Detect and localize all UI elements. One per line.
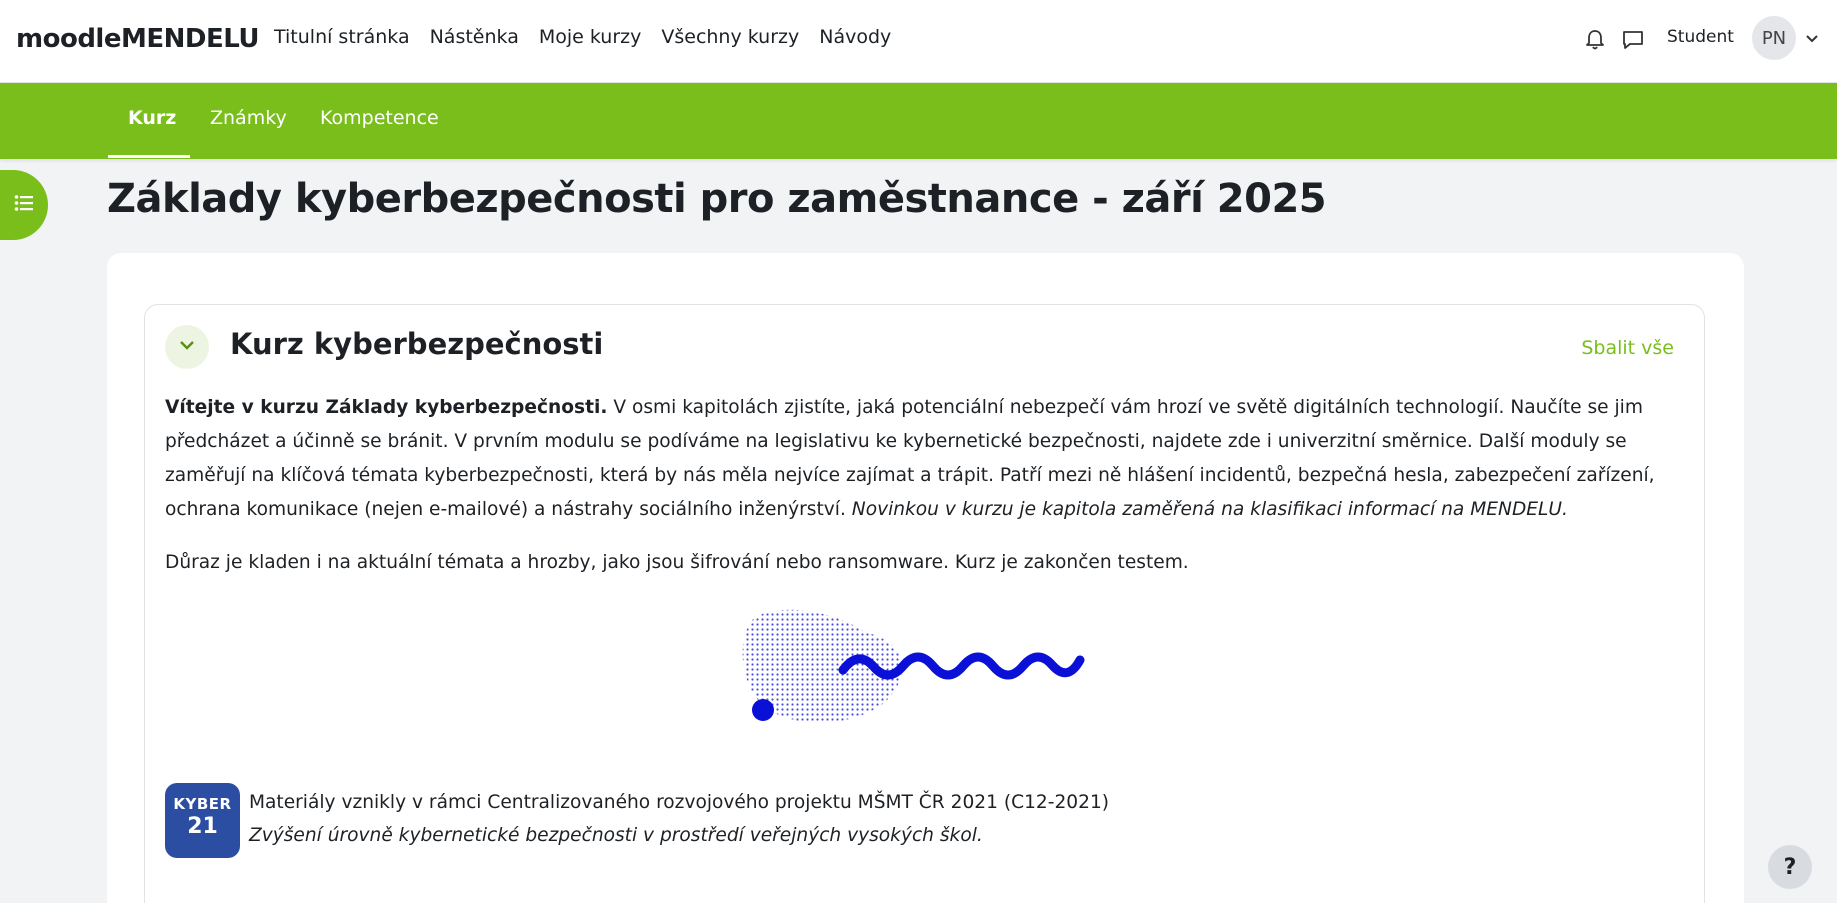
- credits-project-name: Zvýšení úrovně kybernetické bezpečnosti v prostředí veřejných vysokých škol.: [249, 825, 983, 846]
- tab-competencies[interactable]: Kompetence: [320, 107, 439, 129]
- nav-item-guides[interactable]: Návody: [819, 26, 892, 48]
- chevron-down-icon[interactable]: [1804, 30, 1820, 46]
- nav-item-dashboard[interactable]: Nástěnka: [429, 26, 519, 48]
- list-icon: [14, 194, 34, 216]
- nav-item-home[interactable]: Titulní stránka: [274, 26, 410, 48]
- course-content: [107, 253, 1744, 903]
- page-title: Základy kyberbezpečnosti pro zaměstnance - září 2025: [107, 176, 1327, 222]
- site-logo[interactable]: moodleMENDELU: [16, 24, 259, 54]
- chat-icon[interactable]: [1621, 28, 1645, 52]
- cyber-illustration: [725, 602, 1085, 732]
- course-section: [144, 304, 1705, 903]
- intro-italic-text: Novinkou v kurzu je kapitola zaměřená na klasifikaci informací na MENDELU.: [851, 499, 1568, 520]
- section-title: Kurz kyberbezpečnosti: [230, 327, 604, 361]
- collapse-all-link[interactable]: Sbalit vše: [1581, 337, 1674, 359]
- kyber21-logo: [165, 783, 240, 858]
- chevron-down-icon: [178, 336, 196, 358]
- nav-item-all-courses[interactable]: Všechny kurzy: [661, 26, 800, 48]
- active-tab-indicator: [108, 155, 190, 158]
- avatar[interactable]: PN: [1752, 16, 1796, 60]
- section-collapse-button[interactable]: [165, 325, 209, 369]
- intro-paragraph: [165, 391, 1685, 527]
- credits-line: Materiály vznikly v rámci Centralizovaného rozvojového projektu MŠMT ČR 2021 (C12-2021): [249, 792, 1110, 813]
- intro-text: V osmi kapitolách zjistíte, jaká potenciální nebezpečí vám hrozí ve světě digitálních technologií. Naučíte se jim předcházet a účinně se bránit. V prvním modulu se podíváme na legislativu ke kybernetické bezpečnosti, najdete zde i univerzitní směrnice. Další moduly se zaměřují na klíčová témata kyberbezpečnosti, která by nás měla nejvíce zajímat a trápit. Patří mezi ně hlášení incidentů, bezpečná hesla, zabezpečení zařízení, ochrana komunikace (nejen e-mailové) a nástrahy sociálního inženýrství.: [165, 397, 1655, 520]
- user-role-label: Student: [1667, 27, 1734, 47]
- tab-course[interactable]: Kurz: [128, 107, 177, 129]
- bell-icon[interactable]: [1583, 28, 1607, 52]
- top-navbar: [0, 0, 1837, 83]
- logo-text-21: 21: [187, 814, 218, 839]
- tab-grades[interactable]: Známky: [210, 107, 287, 129]
- emphasis-paragraph: Důraz je kladen i na aktuální témata a hrozby, jako jsou šifrování nebo ransomware. Kurz je zakončen testem.: [165, 552, 1189, 573]
- section-summary: [165, 391, 1685, 599]
- logo-text-kyber: KYBER: [173, 795, 232, 813]
- project-credits: [249, 786, 1109, 852]
- course-secondary-navigation: [0, 83, 1837, 159]
- help-button[interactable]: ?: [1768, 845, 1812, 889]
- course-index-toggle[interactable]: [0, 170, 48, 240]
- intro-bold-text: Vítejte v kurzu Základy kyberbezpečnosti.: [165, 397, 608, 418]
- primary-navigation: [274, 26, 911, 48]
- nav-item-my-courses[interactable]: Moje kurzy: [538, 26, 642, 48]
